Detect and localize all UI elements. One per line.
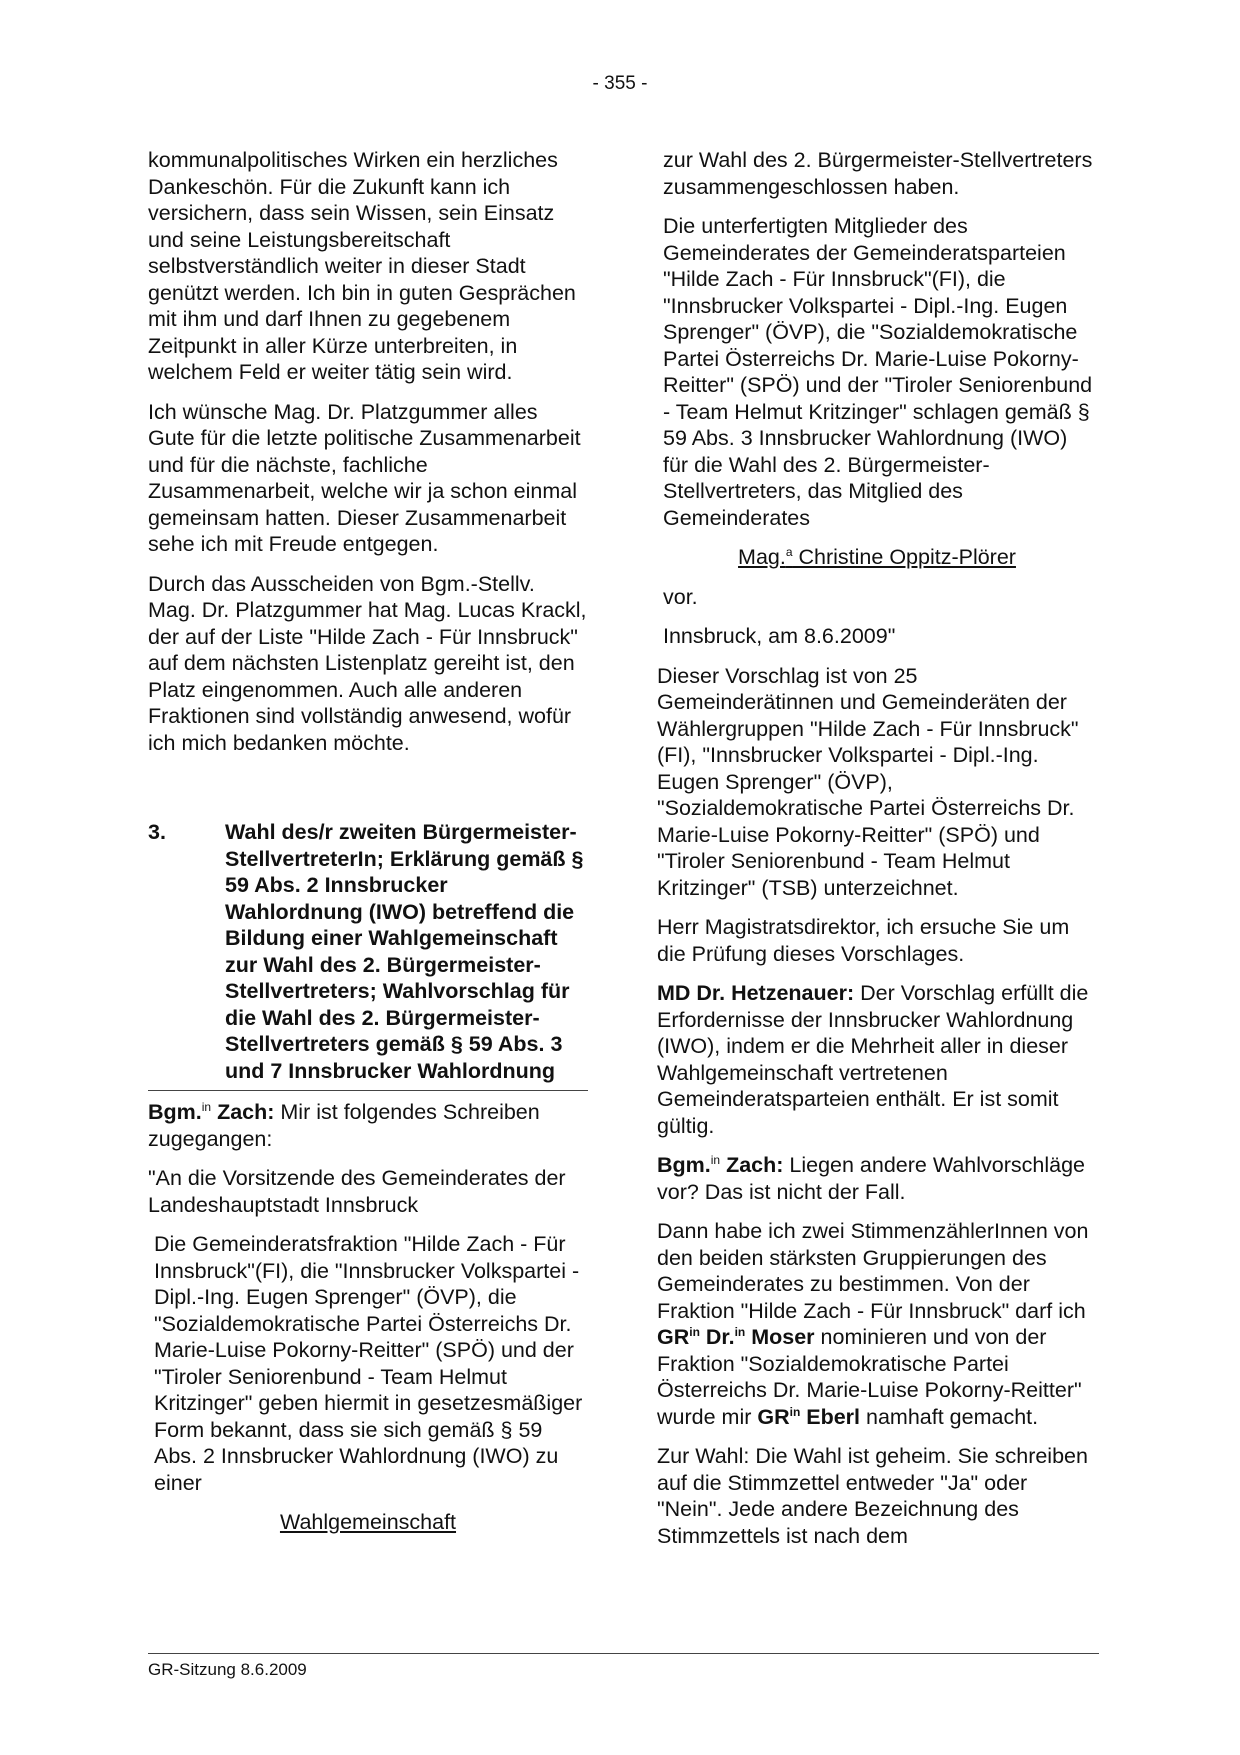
- page-number: - 355 -: [592, 73, 648, 94]
- spacer: [148, 769, 588, 819]
- speech-paragraph: [148, 1099, 588, 1152]
- date-line: Innsbruck, am 8.6.2009": [663, 624, 896, 648]
- paragraph: Dieser Vorschlag ist von 25 Gemeinderätinnen und Gemeinderäten der Wählergruppen "Hilde Zach - Für Innsbruck" (FI), "Innsbrucker Volkspartei - Dipl.-Ing. Eugen Sprenger" (ÖVP), "Sozialdemokratische Partei Österreichs Dr. Marie-Luise Pokorny-Reitter" (SPÖ) und "Tiroler Seniorenbund - Team Helmut Kritzinger" (TSB) unterzeichnet.: [657, 663, 1079, 900]
- councillor-name: Moser: [745, 1325, 815, 1349]
- text-run: Dann habe ich zwei StimmenzählerInnen von den beiden stärksten Gruppierungen des Gemeinderates zu bestimmen. Von der Fraktion "Hilde Zach - Für Innsbruck" darf ich: [657, 1219, 1089, 1323]
- paragraph: Zur Wahl: Die Wahl ist geheim. Sie schreiben auf die Stimmzettel entweder "Ja" oder "Nein". Jede andere Bezeichnung des Stimmzettels ist nach dem: [657, 1444, 1088, 1548]
- candidate-fullname: Christine Oppitz-Plörer: [792, 545, 1016, 569]
- doctor-title: Dr.: [699, 1325, 735, 1349]
- candidate-name: [738, 545, 1016, 569]
- paragraph: Durch das Ausscheiden von Bgm.-Stellv. Mag. Dr. Platzgummer hat Mag. Lucas Krackl, der auf der Liste "Hilde Zach - Für Innsbruck" auf dem nächsten Listenplatz gereiht ist, den Platz eingenommen. Auch alle anderen Fraktionen sind vollständig anwesend, wofür ich mich bedanken möchte.: [148, 571, 587, 755]
- councillor-title-sup: in: [689, 1324, 700, 1339]
- wahlgemeinschaft-label: Wahlgemeinschaft: [279, 1510, 457, 1534]
- agenda-item-heading: [148, 819, 588, 1091]
- wahlgemeinschaft-line: [148, 1509, 588, 1536]
- paragraph: Herr Magistratsdirektor, ich ersuche Sie um die Prüfung dieses Vorschlages.: [657, 915, 1070, 966]
- councillor-title: GR: [657, 1325, 690, 1349]
- speech-text: Der Vorschlag erfüllt die Erfordernisse der Innsbrucker Wahlordnung (IWO), indem er die Mehrheit aller in dieser Wahlgemeinschaft vertretenen Gemeinderatsparteien enthält. Er ist somit gültig.: [657, 981, 1089, 1138]
- text-run: namhaft gemacht.: [860, 1404, 1039, 1429]
- speaker-name: MD Dr. Hetzenauer:: [657, 981, 855, 1005]
- quote-body: Die Gemeinderatsfraktion "Hilde Zach - Für Innsbruck"(FI), die "Innsbrucker Volkspartei - Dipl.-Ing. Eugen Sprenger" (ÖVP), die "Sozialdemokratische Partei Österreichs Dr. Marie-Luise Pokorny-Reitter" (SPÖ) und der "Tiroler Seniorenbund - Team Helmut Kritzinger" geben hiermit in gesetzesmäßiger Form bekannt, dass sie sich gemäß § 59 Abs. 2 Innsbrucker Wahlordnung (IWO) zu einer: [154, 1232, 583, 1495]
- councillor-name: Eberl: [800, 1404, 861, 1429]
- speaker-name: Bgm.: [148, 1100, 202, 1124]
- agenda-item-number: 3.: [148, 820, 166, 844]
- councillor-title: GR: [757, 1404, 790, 1429]
- speaker-name-rest: Zach:: [720, 1153, 784, 1177]
- paragraph: zur Wahl des 2. Bürgermeister-Stellvertreters zusammengeschlossen haben.: [663, 148, 1093, 199]
- speaker-title-sup: in: [201, 1099, 212, 1114]
- footer: GR-Sitzung 8.6.2009: [148, 1660, 307, 1679]
- paragraph: Ich wünsche Mag. Dr. Platzgummer alles Gute für die letzte politische Zusammenarbeit und für die nächste, fachliche Zusammenarbeit, welche wir ja schon einmal gemeinsam hatten. Dieser Zusammenarbeit sehe ich mit Freude entgegen.: [148, 399, 581, 556]
- councillor-title-sup: in: [789, 1404, 801, 1419]
- paragraph: vor.: [663, 584, 698, 609]
- paragraph: kommunalpolitisches Wirken ein herzliches Dankeschön. Für die Zukunft kann ich versichern, dass sein Wissen, sein Einsatz und seine Leistungsbereitschaft selbstverständlich weiter in dieser Stadt genützt werden. Ich bin in guten Gesprächen mit ihm und darf Ihnen zu gegebenem Zeitpunkt in aller Kürze unterbreiten, in welchem Feld er weiter tätig sein wird.: [148, 148, 576, 384]
- candidate-title: Mag.: [738, 545, 786, 569]
- candidate-title-sup: a: [785, 544, 793, 559]
- quote-address: "An die Vorsitzende des Gemeinderates der Landeshauptstadt Innsbruck: [148, 1166, 566, 1217]
- footer-divider: [148, 1653, 1099, 1654]
- candidate-line: [657, 544, 1097, 571]
- right-column: [657, 147, 1097, 1562]
- doctor-title-sup: in: [734, 1324, 746, 1339]
- speech-paragraph: [657, 1152, 1097, 1205]
- speech-text: Mir ist folgendes Schreiben zugegangen:: [148, 1100, 540, 1151]
- paragraph: [657, 1218, 1097, 1430]
- speech-paragraph: [657, 980, 1097, 1139]
- agenda-item-title: Wahl des/r zweiten Bürgermeister-StellvertreterIn; Erklärung gemäß § 59 Abs. 2 Innsbrucker Wahlordnung (IWO) betreffend die Bildung einer Wahlgemeinschaft zur Wahl des 2. Bürgermeister-Stellvertreters; Wahlvorschlag für die Wahl des 2. Bürgermeister-Stellvertreters gemäß § 59 Abs. 3 und 7 Innsbrucker Wahlordnung: [225, 820, 584, 1083]
- text-run: nominieren und von der Fraktion "Sozialdemokratische Partei Österreichs Dr. Marie-Luise Pokorny-Reitter" wurde mir: [657, 1325, 1082, 1429]
- speaker-title-sup: in: [710, 1152, 721, 1167]
- speech-text: Liegen andere Wahlvorschläge vor? Das ist nicht der Fall.: [657, 1153, 1086, 1204]
- speaker-name-rest: Zach:: [211, 1100, 275, 1124]
- speaker-name: Bgm.: [657, 1153, 711, 1177]
- left-column: [148, 147, 588, 1549]
- paragraph: Die unterfertigten Mitglieder des Gemeinderates der Gemeinderatsparteien "Hilde Zach - Für Innsbruck"(FI), die "Innsbrucker Volkspartei - Dipl.-Ing. Eugen Sprenger" (ÖVP), die "Sozialdemokratische Partei Österreichs Dr. Marie-Luise Pokorny-Reitter" (SPÖ) und der "Tiroler Seniorenbund - Team Helmut Kritzinger" schlagen gemäß § 59 Abs. 3 Innsbrucker Wahlordnung (IWO) für die Wahl des 2. Bürgermeister-Stellvertreters, das Mitglied des Gemeinderates: [663, 214, 1093, 530]
